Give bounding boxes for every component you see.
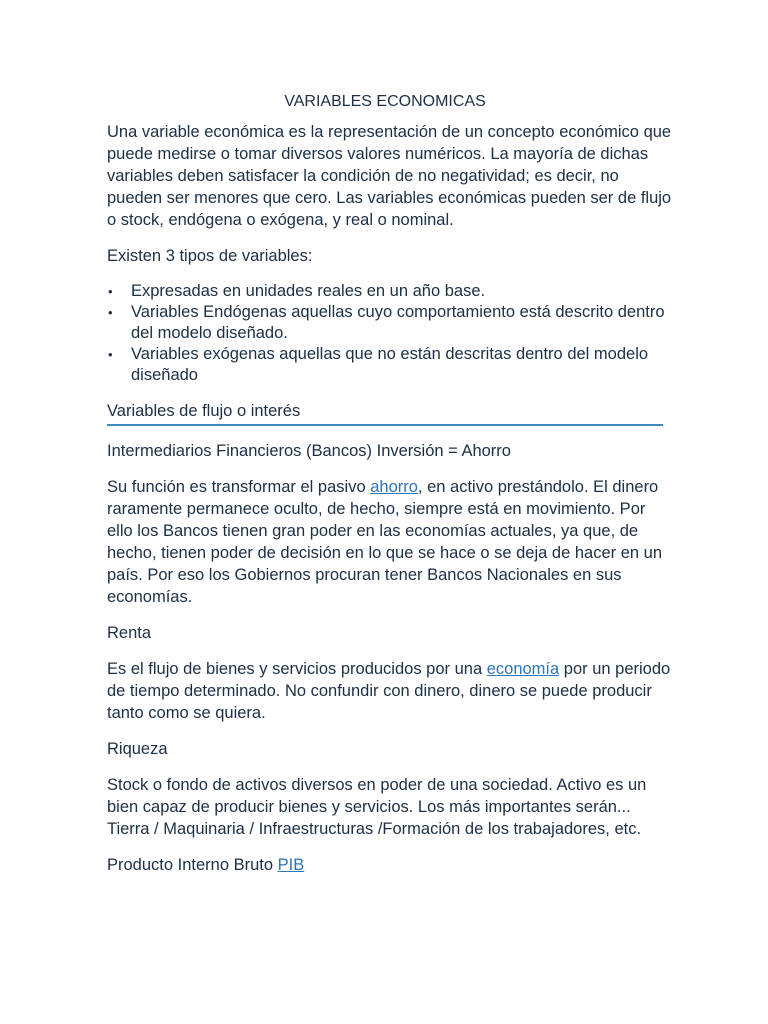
renta-heading: Renta <box>107 624 152 642</box>
document-body <box>107 92 672 890</box>
document-title: VARIABLES ECONOMICAS <box>284 93 486 110</box>
intro-paragraph: Una variable económica es la representación de un concepto económico que puede medirse o tomar diversos valores numéricos. La mayoría de dichas variables deben satisfacer la condición de no negatividad; es decir, no pueden ser menores que cero. Las variables económicas pueden ser de flujo o stock, endógena o exógena, y real o nominal. <box>107 123 672 229</box>
function-text-after: , en activo prestándolo. El dinero raramente permanece oculto, de hecho, siempre está en movimiento. Por ello los Bancos tienen gran poder en las economías actuales, ya que, de hecho, tienen poder de decisión en lo que se hace o se deja de hacer en un país. Por eso los Gobiernos procuran tener Bancos Nacionales en sus economías. <box>107 478 662 606</box>
function-text-before: Su función es transformar el pasivo <box>107 478 371 496</box>
pib-link[interactable]: PIB <box>277 856 305 874</box>
types-intro: Existen 3 tipos de variables: <box>107 247 313 265</box>
economia-link[interactable]: economía <box>486 660 560 678</box>
ahorro-link[interactable]: ahorro <box>370 478 418 496</box>
renta-text-after: por un periodo de tiempo determinado. No confundir con dinero, dinero se puede producir tanto como se quiera. <box>107 660 671 722</box>
types-list <box>107 281 672 386</box>
flow-heading: Variables de flujo o interés <box>107 400 663 426</box>
riqueza-paragraph: Stock o fondo de activos diversos en poder de una sociedad. Activo es un bien capaz de producir bienes y servicios. Los más importantes serán... Tierra / Maquinaria / Infraestructuras /Formación de los trabajadores, etc. <box>107 776 647 838</box>
function-paragraph <box>107 476 672 608</box>
list-item: • Variables Endógenas aquellas cuyo comportamiento está descrito dentro del modelo diseñado. <box>131 302 672 344</box>
list-item: • Expresadas en unidades reales en un año base. <box>131 281 672 302</box>
renta-text-before: Es el flujo de bienes y servicios producidos por una <box>107 660 487 678</box>
pib-line <box>107 854 672 876</box>
pib-text: Producto Interno Bruto <box>107 856 278 874</box>
intermediaries-line: Intermediarios Financieros (Bancos) Inversión = Ahorro <box>107 442 511 460</box>
list-item: • Variables exógenas aquellas que no están descritas dentro del modelo diseñado <box>131 344 672 386</box>
riqueza-heading: Riqueza <box>107 740 168 758</box>
renta-paragraph <box>107 658 672 724</box>
